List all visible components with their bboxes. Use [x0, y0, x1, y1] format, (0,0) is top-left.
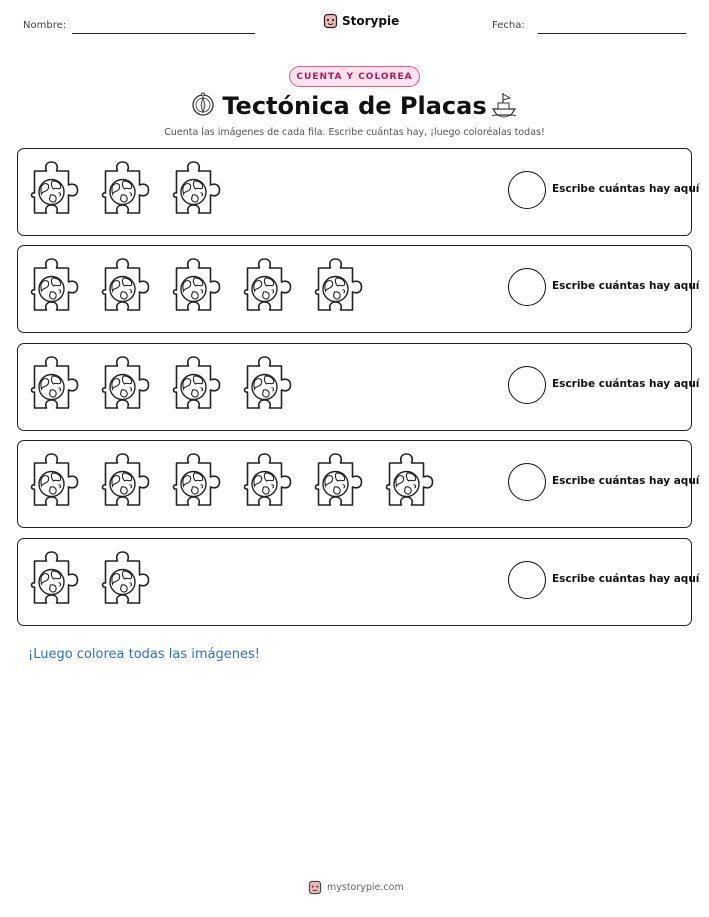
- puzzle-piece-earth-icon: [172, 258, 223, 314]
- puzzle-piece-earth-icon: [243, 453, 294, 509]
- date-line[interactable]: [538, 33, 686, 34]
- answer-circle[interactable]: [508, 268, 546, 306]
- pieces-row-5: [30, 551, 152, 607]
- puzzle-piece-earth-icon: [314, 258, 365, 314]
- answer-circle[interactable]: [508, 463, 546, 501]
- brand-name: Storypie: [342, 14, 400, 28]
- name-line[interactable]: [72, 33, 255, 34]
- puzzle-piece-earth-icon: [30, 161, 81, 217]
- name-label: Nombre:: [23, 20, 67, 31]
- puzzle-piece-earth-icon: [101, 453, 152, 509]
- puzzle-piece-earth-icon: [101, 161, 152, 217]
- puzzle-piece-earth-icon: [172, 161, 223, 217]
- instructions: Cuenta las imágenes de cada fila. Escribe cuántas hay, ¡luego coloréalas todas!: [164, 127, 545, 138]
- count-row-3: [17, 343, 700, 431]
- storypie-mascot-icon: [308, 880, 322, 895]
- coloring-note: ¡Luego colorea todas las imágenes!: [28, 647, 260, 662]
- answer-label: Escribe cuántas hay aquí: [552, 378, 700, 390]
- puzzle-piece-earth-icon: [243, 356, 294, 412]
- puzzle-piece-earth-icon: [172, 356, 223, 412]
- pieces-row-2: [30, 258, 365, 314]
- answer-label: Escribe cuántas hay aquí: [552, 573, 700, 585]
- pieces-row-1: [30, 161, 223, 217]
- puzzle-piece-earth-icon: [101, 551, 152, 607]
- count-row-5: [17, 538, 700, 626]
- pieces-row-3: [30, 356, 294, 412]
- puzzle-piece-earth-icon: [314, 453, 365, 509]
- activity-badge: CUENTA Y COLOREA: [289, 66, 420, 87]
- puzzle-piece-earth-icon: [30, 356, 81, 412]
- pieces-row-4: [30, 453, 436, 509]
- brand-logo: [323, 13, 399, 29]
- footer: [308, 880, 404, 895]
- ship-icon: [490, 90, 518, 118]
- answer-label: Escribe cuántas hay aquí: [552, 475, 700, 487]
- count-row-1: [17, 148, 700, 236]
- puzzle-piece-earth-icon: [101, 356, 152, 412]
- answer-circle[interactable]: [508, 171, 546, 209]
- puzzle-piece-earth-icon: [243, 258, 294, 314]
- puzzle-piece-earth-icon: [385, 453, 436, 509]
- page-title: Tectónica de Placas: [222, 92, 487, 120]
- answer-label: Escribe cuántas hay aquí: [552, 280, 700, 292]
- answer-circle[interactable]: [508, 366, 546, 404]
- count-row-2: [17, 245, 700, 333]
- answer-circle[interactable]: [508, 561, 546, 599]
- puzzle-piece-earth-icon: [30, 551, 81, 607]
- answer-label: Escribe cuántas hay aquí: [552, 183, 700, 195]
- puzzle-piece-earth-icon: [101, 258, 152, 314]
- puzzle-piece-earth-icon: [30, 258, 81, 314]
- date-label: Fecha:: [492, 20, 525, 31]
- puzzle-piece-earth-icon: [172, 453, 223, 509]
- storypie-mascot-icon: [323, 13, 338, 29]
- count-row-4: [17, 440, 700, 528]
- puzzle-piece-earth-icon: [30, 453, 81, 509]
- footer-site: mystorypie.com: [327, 882, 404, 893]
